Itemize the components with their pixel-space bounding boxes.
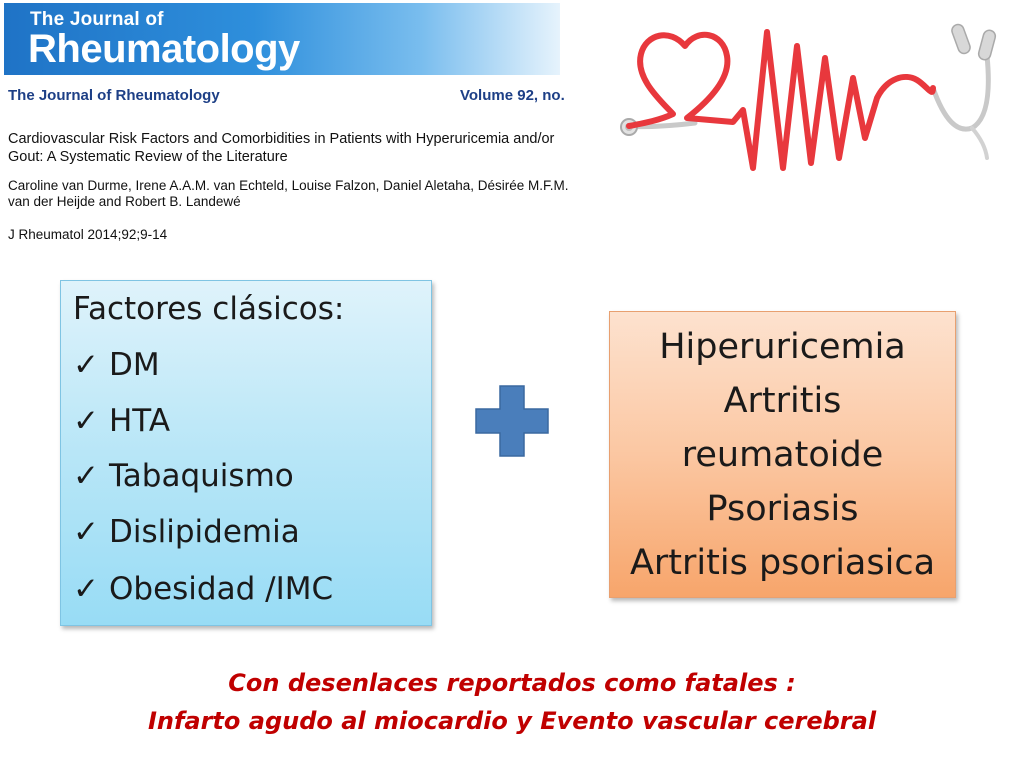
journal-banner-small-text: The Journal of: [30, 9, 164, 30]
classic-factor-label: DM: [109, 347, 160, 383]
condition-line: Artritis: [723, 381, 842, 421]
classic-factor-label: HTA: [109, 403, 171, 439]
checkmark-icon: ✓: [73, 514, 99, 550]
journal-volume: Volume 92, no.: [460, 87, 565, 104]
article-authors: Caroline van Durme, Irene A.A.M. van Echteld, Louise Falzon, Daniel Aletaha, Désirée M.F.M. van der Heijde and Robert B. Landewé: [8, 178, 569, 209]
condition-line: Artritis psoriasica: [629, 543, 936, 583]
classic-factor-item: [73, 569, 333, 609]
article-title: Cardiovascular Risk Factors and Comorbidities in Patients with Hyperuricemia and/or Gout: A Systematic Review of the Literature: [8, 131, 555, 165]
journal-name: The Journal of Rheumatology: [8, 87, 220, 104]
classic-factor-item: [73, 456, 294, 496]
classic-factor-item: [73, 512, 300, 552]
checkmark-icon: ✓: [73, 347, 99, 383]
classic-factor-label: Obesidad /IMC: [109, 571, 334, 607]
classic-factors-box: [60, 280, 432, 626]
checkmark-icon: ✓: [73, 403, 99, 439]
condition-line: Psoriasis: [706, 489, 859, 529]
classic-factor-item: [73, 345, 160, 385]
classic-factors-title: Factores clásicos:: [73, 291, 345, 327]
classic-factor-item: [73, 401, 170, 441]
footer-line-2: Infarto agudo al miocardio y Evento vascular cerebral: [147, 707, 877, 735]
condition-line: Hiperuricemia: [659, 327, 906, 367]
journal-banner-title: Rheumatology: [28, 27, 300, 71]
conditions-box: [609, 311, 956, 598]
checkmark-icon: ✓: [73, 571, 99, 607]
condition-line: reumatoide: [681, 435, 884, 475]
heart-ecg-stethoscope-icon: [615, 18, 1010, 193]
footer-line-1: Con desenlaces reportados como fatales :: [228, 669, 796, 697]
plus-icon: [475, 385, 549, 457]
classic-factor-label: Tabaquismo: [109, 458, 294, 494]
journal-banner: [4, 3, 560, 75]
checkmark-icon: ✓: [73, 458, 99, 494]
article-citation: J Rheumatol 2014;92;9-14: [8, 227, 168, 242]
classic-factor-label: Dislipidemia: [109, 514, 300, 550]
